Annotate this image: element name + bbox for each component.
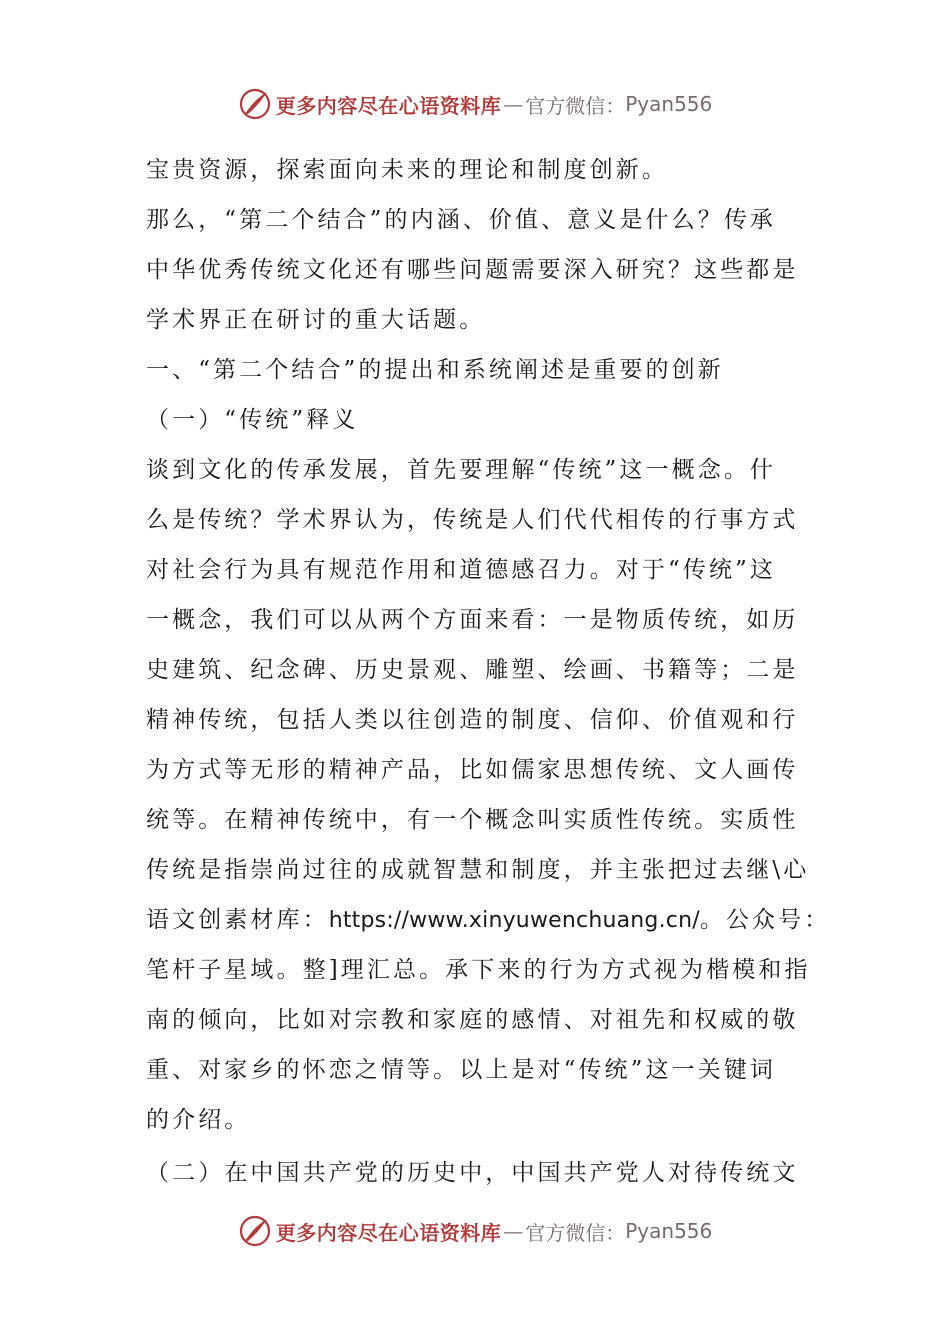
url-prefix-text: 语文创素材库： [146, 907, 329, 933]
text-line: 史建筑、纪念碑、历史景观、雕塑、绘画、书籍等；二是 [146, 657, 799, 683]
text-line: 统等。在精神传统中，有一个概念叫实质性传统。实质性 [146, 807, 799, 833]
section-heading: 一、“第二个结合”的提出和系统阐述是重要的创新 [146, 357, 724, 383]
wechat-id: Pyan556 [625, 1219, 713, 1243]
text-line: 精神传统，包括人类以往创造的制度、信仰、价值观和行 [146, 707, 799, 733]
official-wechat-label: 官方微信： [525, 93, 626, 118]
subsection-heading: （一）“传统”释义 [146, 407, 359, 433]
text-line: 的介绍。 [146, 1107, 251, 1133]
footer-watermark-banner [0, 1211, 950, 1251]
brand-text: 更多内容尽在心语资料库 [275, 93, 502, 118]
text-line: 重、对家乡的怀恋之情等。以上是对“传统”这一关键词 [146, 1057, 777, 1083]
website-url: https://www.xinyuwenchuang.cn/ [328, 908, 700, 933]
quill-logo-icon [238, 1214, 272, 1248]
quill-logo-icon [238, 87, 272, 121]
text-line: 一概念，我们可以从两个方面来看：一是物质传统，如历 [146, 607, 799, 633]
text-line: 中华优秀传统文化还有哪些问题需要深入研究？这些都是 [146, 257, 799, 283]
text-line: 对社会行为具有规范作用和道德感召力。对于“传统”这 [146, 557, 777, 583]
text-line: 么是传统？学术界认为，传统是人们代代相传的行事方式 [146, 507, 799, 533]
text-line: 南的倾向，比如对宗教和家庭的感情、对祖先和权威的敬 [146, 1007, 799, 1033]
header-watermark-banner [0, 84, 950, 124]
text-line: 为方式等无形的精神产品，比如儒家思想传统、文人画传 [146, 757, 799, 783]
text-line-with-url [146, 895, 831, 945]
text-line: 谈到文化的传承发展，首先要理解“传统”这一概念。什 [146, 457, 777, 483]
text-line: 学术界正在研讨的重大话题。 [146, 307, 486, 333]
text-line: 那么，“第二个结合”的内涵、价值、意义是什么？传承 [146, 207, 777, 233]
text-line: 传统是指崇尚过往的成就智慧和制度，并主张把过去继\心 [146, 857, 810, 883]
text-line: 笔杆子星域。整]理汇总。承下来的行为方式视为楷模和指 [146, 957, 811, 983]
wechat-id: Pyan556 [625, 92, 713, 116]
brand-dash: — [503, 1219, 524, 1243]
text-line: 宝贵资源，探索面向未来的理论和制度创新。 [146, 157, 668, 183]
brand-dash: — [503, 92, 524, 116]
official-wechat-label: 官方微信： [525, 1220, 626, 1245]
url-suffix-text: 。公众号： [699, 907, 831, 933]
document-body [146, 145, 831, 1198]
brand-text: 更多内容尽在心语资料库 [275, 1220, 502, 1245]
subsection-heading: （二）在中国共产党的历史中，中国共产党人对待传统文 [146, 1160, 799, 1186]
